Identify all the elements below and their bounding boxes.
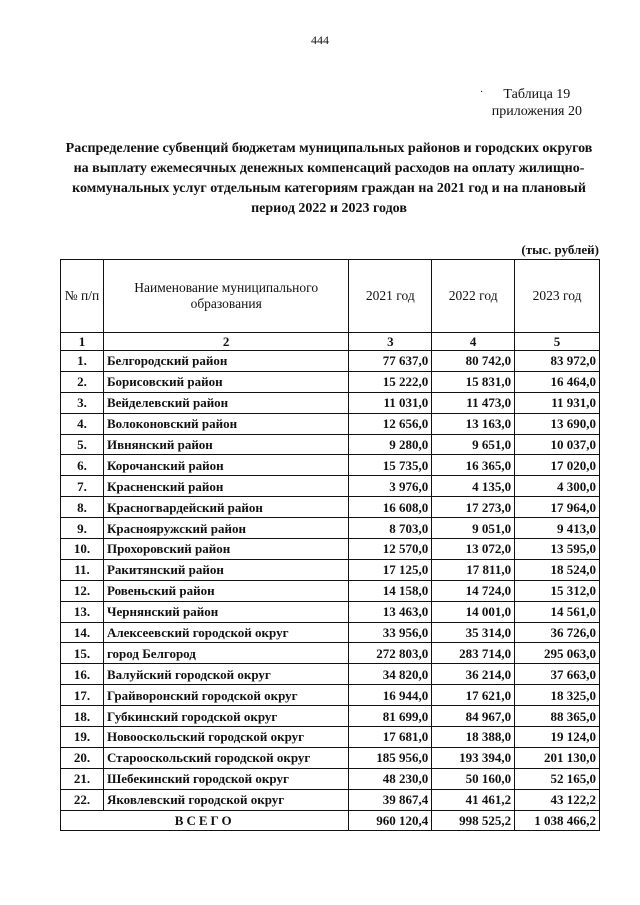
value-2022: 4 135,0 (432, 476, 515, 497)
row-number: 14. (61, 622, 104, 643)
value-2021: 15 735,0 (349, 455, 432, 476)
table-row (61, 434, 600, 455)
value-2023: 4 300,0 (515, 476, 600, 497)
total-label: ВСЕГО (61, 810, 349, 831)
table-row (61, 351, 600, 372)
value-2023: 36 726,0 (515, 622, 600, 643)
header-name: Наименование муниципального образования (103, 260, 348, 333)
row-number: 2. (61, 371, 104, 392)
value-2023: 14 561,0 (515, 601, 600, 622)
value-2021: 15 222,0 (349, 371, 432, 392)
units-label: (тыс. рублей) (521, 242, 599, 257)
municipality-name: Борисовский район (103, 371, 348, 392)
municipality-name: Ивнянский район (103, 434, 348, 455)
value-2022: 18 388,0 (432, 727, 515, 748)
municipality-name: Волоконовский район (103, 413, 348, 434)
municipality-name: Новооскольский городской округ (103, 727, 348, 748)
value-2022: 14 001,0 (432, 601, 515, 622)
value-2021: 12 656,0 (349, 413, 432, 434)
table-row (61, 476, 600, 497)
value-2022: 80 742,0 (432, 351, 515, 372)
value-2022: 41 461,2 (432, 789, 515, 810)
municipality-name: Красненский район (103, 476, 348, 497)
row-number: 16. (61, 664, 104, 685)
municipality-name: Вейделевский район (103, 392, 348, 413)
table-row (61, 392, 600, 413)
value-2023: 9 413,0 (515, 518, 600, 539)
row-number: 6. (61, 455, 104, 476)
value-2022: 193 394,0 (432, 747, 515, 768)
row-number: 17. (61, 685, 104, 706)
column-index: 2 (103, 333, 348, 351)
value-2021: 81 699,0 (349, 706, 432, 727)
value-2023: 15 312,0 (515, 580, 600, 601)
column-index-row (61, 333, 600, 351)
municipality-name: Белгородский район (103, 351, 348, 372)
value-2023: 18 325,0 (515, 685, 600, 706)
municipality-name: Краснояружский район (103, 518, 348, 539)
municipality-name: Валуйский городской округ (103, 664, 348, 685)
value-2023: 11 931,0 (515, 392, 600, 413)
header-row (61, 260, 600, 333)
value-2021: 3 976,0 (349, 476, 432, 497)
row-number: 11. (61, 559, 104, 580)
header-2023: 2023 год (515, 260, 600, 333)
municipality-name: Грайворонский городской округ (103, 685, 348, 706)
municipality-name: Шебекинский городской округ (103, 768, 348, 789)
municipality-name: Яковлевский городской округ (103, 789, 348, 810)
table-row (61, 747, 600, 768)
municipality-name: город Белгород (103, 643, 348, 664)
value-2021: 34 820,0 (349, 664, 432, 685)
document-title: Распределение субвенций бюджетам муниципальных районов и городских округов на выплату ежемесячных денежных компенсаций расходов на оплату жилищно-коммунальных услуг отдельным категориям граждан на 2021 год и на плановый период 2022 и 2023 годов (65, 141, 593, 216)
value-2021: 272 803,0 (349, 643, 432, 664)
value-2022: 36 214,0 (432, 664, 515, 685)
value-2022: 13 163,0 (432, 413, 515, 434)
page-number: 444 (311, 33, 329, 47)
table-row (61, 664, 600, 685)
subsidy-table (60, 259, 600, 831)
value-2021: 17 125,0 (349, 559, 432, 580)
value-2023: 13 690,0 (515, 413, 600, 434)
row-number: 4. (61, 413, 104, 434)
value-2021: 17 681,0 (349, 727, 432, 748)
value-2023: 88 365,0 (515, 706, 600, 727)
caption-appendix: приложения 20 (491, 104, 582, 119)
value-2021: 185 956,0 (349, 747, 432, 768)
value-2023: 201 130,0 (515, 747, 600, 768)
value-2022: 14 724,0 (432, 580, 515, 601)
row-number: 5. (61, 434, 104, 455)
municipality-name: Губкинский городской округ (103, 706, 348, 727)
header-2022: 2022 год (432, 260, 515, 333)
value-2022: 17 621,0 (432, 685, 515, 706)
row-number: 12. (61, 580, 104, 601)
row-number: 19. (61, 727, 104, 748)
municipality-name: Чернянский район (103, 601, 348, 622)
value-2022: 84 967,0 (432, 706, 515, 727)
value-2022: 50 160,0 (432, 768, 515, 789)
value-2021: 77 637,0 (349, 351, 432, 372)
value-2022: 17 811,0 (432, 559, 515, 580)
column-index: 3 (349, 333, 432, 351)
table-row (61, 580, 600, 601)
table-row (61, 643, 600, 664)
row-number: 13. (61, 601, 104, 622)
row-number: 15. (61, 643, 104, 664)
column-index: 4 (432, 333, 515, 351)
municipality-name: Ракитянский район (103, 559, 348, 580)
table-row (61, 685, 600, 706)
row-number: 3. (61, 392, 104, 413)
column-index: 5 (515, 333, 600, 351)
row-number: 22. (61, 789, 104, 810)
value-2021: 33 956,0 (349, 622, 432, 643)
municipality-name: Красногвардейский район (103, 497, 348, 518)
table-row (61, 768, 600, 789)
value-2021: 16 608,0 (349, 497, 432, 518)
value-2023: 18 524,0 (515, 559, 600, 580)
row-number: 9. (61, 518, 104, 539)
table-row (61, 455, 600, 476)
value-2022: 13 072,0 (432, 539, 515, 560)
value-2021: 9 280,0 (349, 434, 432, 455)
municipality-name: Ровеньский район (103, 580, 348, 601)
value-2023: 17 964,0 (515, 497, 600, 518)
row-number: 8. (61, 497, 104, 518)
table-row (61, 789, 600, 810)
total-2021: 960 120,4 (349, 810, 432, 831)
value-2023: 13 595,0 (515, 539, 600, 560)
municipality-name: Алексеевский городской округ (103, 622, 348, 643)
value-2022: 9 051,0 (432, 518, 515, 539)
row-number: 10. (61, 539, 104, 560)
value-2022: 16 365,0 (432, 455, 515, 476)
table-caption (479, 86, 582, 120)
table-row (61, 727, 600, 748)
row-number: 7. (61, 476, 104, 497)
table-row (61, 559, 600, 580)
value-2023: 10 037,0 (515, 434, 600, 455)
value-2021: 11 031,0 (349, 392, 432, 413)
total-row (61, 810, 600, 831)
value-2021: 13 463,0 (349, 601, 432, 622)
row-number: 1. (61, 351, 104, 372)
table-row (61, 518, 600, 539)
row-number: 18. (61, 706, 104, 727)
table-row (61, 413, 600, 434)
stray-mark: · (479, 86, 484, 98)
value-2023: 52 165,0 (515, 768, 600, 789)
table-row (61, 622, 600, 643)
value-2023: 37 663,0 (515, 664, 600, 685)
value-2022: 283 714,0 (432, 643, 515, 664)
value-2023: 83 972,0 (515, 351, 600, 372)
municipality-name: Старооскольский городской округ (103, 747, 348, 768)
value-2021: 16 944,0 (349, 685, 432, 706)
municipality-name: Прохоровский район (103, 539, 348, 560)
value-2022: 35 314,0 (432, 622, 515, 643)
header-2021: 2021 год (349, 260, 432, 333)
value-2023: 19 124,0 (515, 727, 600, 748)
total-2022: 998 525,2 (432, 810, 515, 831)
municipality-name: Корочанский район (103, 455, 348, 476)
row-number: 20. (61, 747, 104, 768)
table-row (61, 497, 600, 518)
value-2021: 48 230,0 (349, 768, 432, 789)
value-2022: 11 473,0 (432, 392, 515, 413)
value-2021: 8 703,0 (349, 518, 432, 539)
table-row (61, 371, 600, 392)
table-row (61, 539, 600, 560)
value-2023: 17 020,0 (515, 455, 600, 476)
value-2023: 43 122,2 (515, 789, 600, 810)
table-row (61, 706, 600, 727)
total-2023: 1 038 466,2 (515, 810, 600, 831)
value-2021: 12 570,0 (349, 539, 432, 560)
column-index: 1 (61, 333, 104, 351)
value-2021: 14 158,0 (349, 580, 432, 601)
caption-table-number: Таблица 19 (503, 87, 571, 102)
value-2023: 16 464,0 (515, 371, 600, 392)
value-2022: 17 273,0 (432, 497, 515, 518)
value-2022: 15 831,0 (432, 371, 515, 392)
value-2023: 295 063,0 (515, 643, 600, 664)
value-2022: 9 651,0 (432, 434, 515, 455)
header-number: № п/п (61, 260, 104, 333)
value-2021: 39 867,4 (349, 789, 432, 810)
row-number: 21. (61, 768, 104, 789)
table-row (61, 601, 600, 622)
